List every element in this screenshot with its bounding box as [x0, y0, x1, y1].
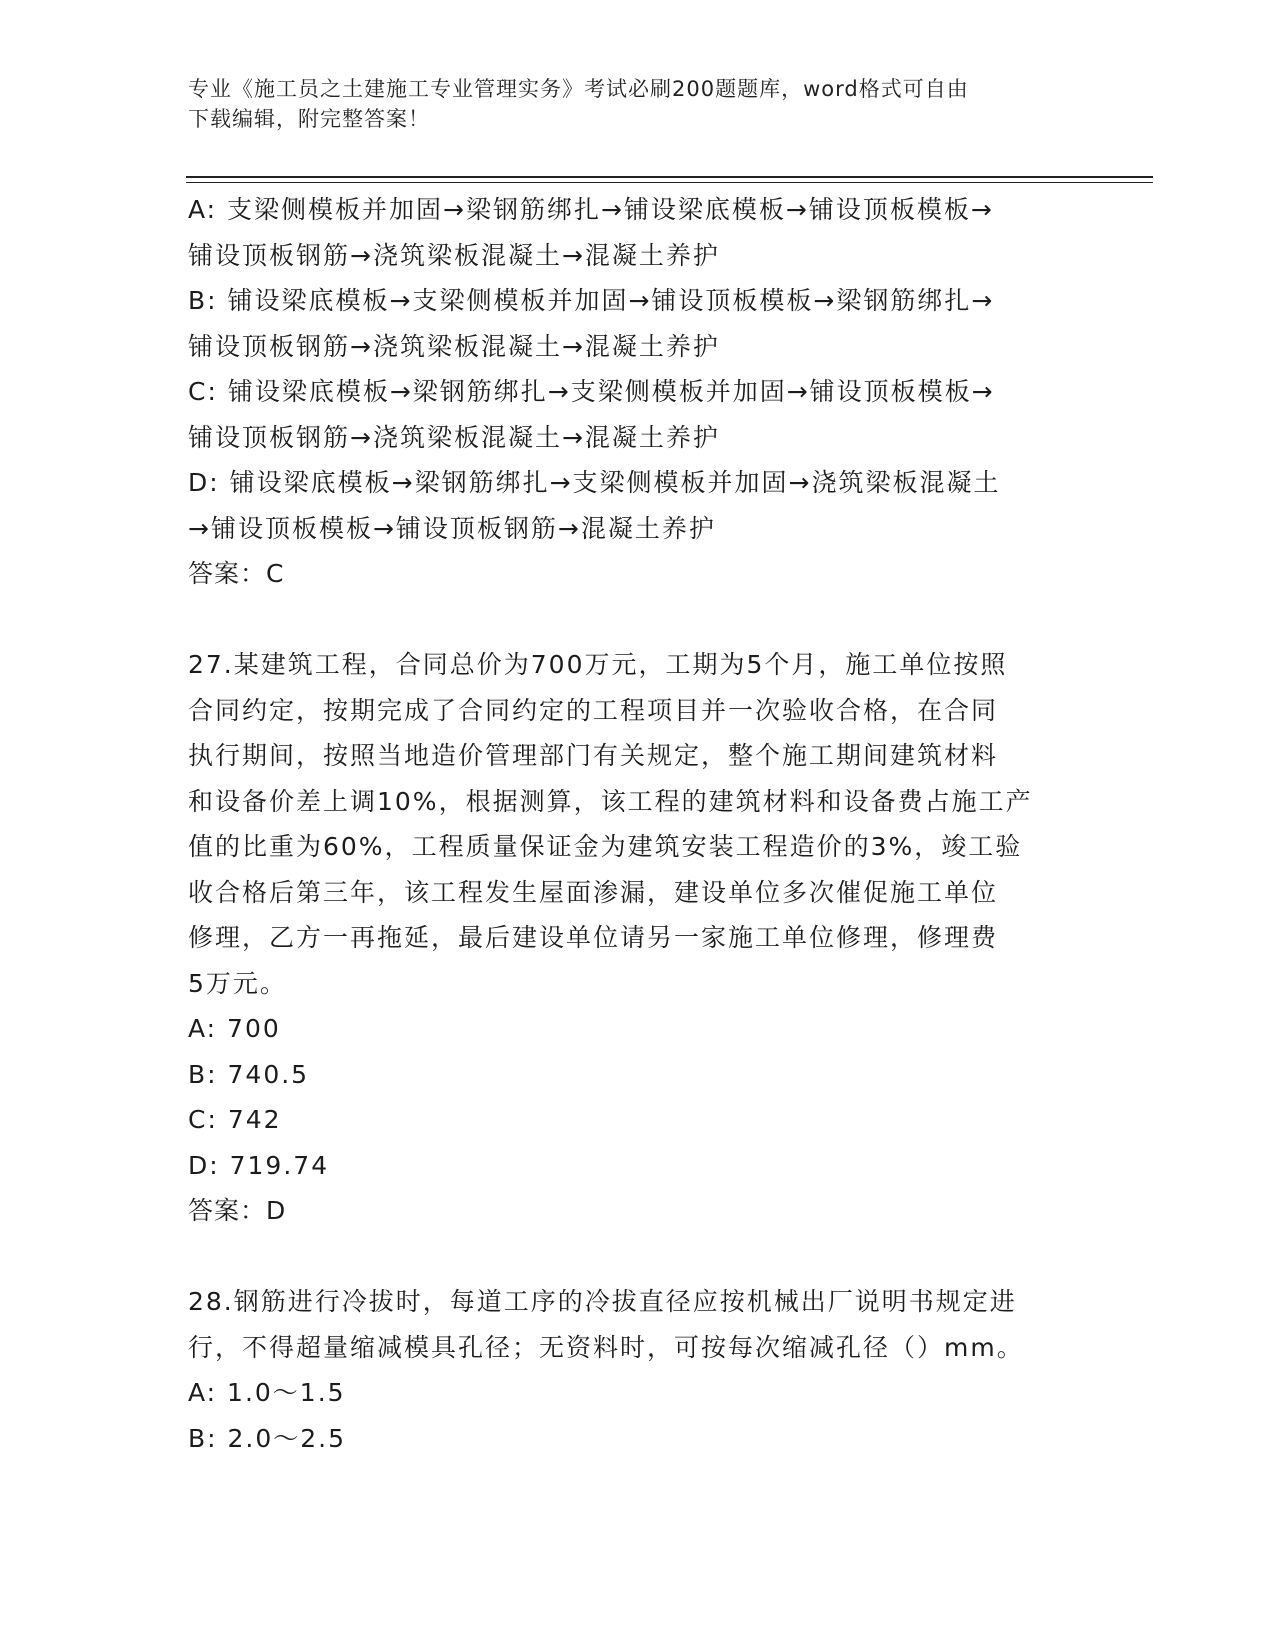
option-d: D: 719.74	[188, 1150, 330, 1180]
stem-line-4: 和设备价差上调10%，根据测算，该工程的建筑材料和设备费占施工产	[188, 786, 1033, 816]
option-d-line-1: D: 铺设梁底模板→梁钢筋绑扎→支梁侧模板并加固→浇筑梁板混凝土	[188, 468, 1001, 497]
answer-26: 答案：C	[188, 559, 285, 588]
option-a: A: 700	[188, 1014, 281, 1043]
option-c: C: 742	[188, 1105, 282, 1134]
header-divider-thin	[186, 182, 1153, 183]
stem-line-1: 27.某建筑工程，合同总价为700万元，工期为5个月，施工单位按照	[188, 650, 1008, 679]
option-b: B: 740.5	[188, 1059, 310, 1089]
option-c-line-1: C: 铺设梁底模板→梁钢筋绑扎→支梁侧模板并加固→铺设顶板模板→	[188, 377, 995, 406]
question-27	[188, 642, 1088, 1234]
stem-line-2: 行，不得超量缩减模具孔径；无资料时，可按每次缩减孔径（）mm。	[188, 1332, 1024, 1362]
spacer	[188, 1234, 1088, 1280]
option-b: B: 2.0～2.5	[188, 1423, 347, 1453]
header-title-line-1: 专业《施工员之土建施工专业管理实务》考试必刷200题题库，word格式可自由	[188, 77, 969, 101]
option-b-line-2: 铺设顶板钢筋→浇筑梁板混凝土→混凝土养护	[188, 331, 720, 361]
option-a-line-2: 铺设顶板钢筋→浇筑梁板混凝土→混凝土养护	[188, 240, 720, 270]
stem-line-7: 修理，乙方一再拖延，最后建设单位请另一家施工单位修理，修理费	[188, 923, 999, 952]
stem-line-5: 值的比重为60%，工程质量保证金为建筑安装工程造价的3%，竣工验	[188, 832, 1023, 861]
document-header	[188, 74, 1068, 134]
answer-27: 答案：D	[188, 1196, 287, 1225]
header-title-line-2: 下载编辑，附完整答案！	[188, 107, 430, 131]
option-c-line-2: 铺设顶板钢筋→浇筑梁板混凝土→混凝土养护	[188, 422, 720, 452]
document-body	[188, 187, 1088, 1461]
stem-line-6: 收合格后第三年，该工程发生屋面渗漏，建设单位多次催促施工单位	[188, 877, 999, 907]
stem-line-1: 28.钢筋进行冷拔时，每道工序的冷拔直径应按机械出厂说明书规定进	[188, 1287, 1017, 1316]
stem-line-2: 合同约定，按期完成了合同约定的工程项目并一次验收合格，在合同	[188, 695, 999, 725]
option-d-line-2: →铺设顶板模板→铺设顶板钢筋→混凝土养护	[188, 513, 716, 543]
option-a: A: 1.0～1.5	[188, 1378, 346, 1407]
option-b-line-1: B: 铺设梁底模板→支梁侧模板并加固→铺设顶板模板→梁钢筋绑扎→	[188, 286, 995, 315]
question-28	[188, 1279, 1088, 1461]
spacer	[188, 597, 1088, 643]
stem-line-8: 5万元。	[188, 968, 287, 998]
stem-line-3: 执行期间，按照当地造价管理部门有关规定，整个施工期间建筑材料	[188, 741, 999, 770]
header-divider-thick	[186, 176, 1153, 178]
question-26	[188, 187, 1088, 597]
option-a-line-1: A: 支梁侧模板并加固→梁钢筋绑扎→铺设梁底模板→铺设顶板模板→	[188, 195, 994, 224]
